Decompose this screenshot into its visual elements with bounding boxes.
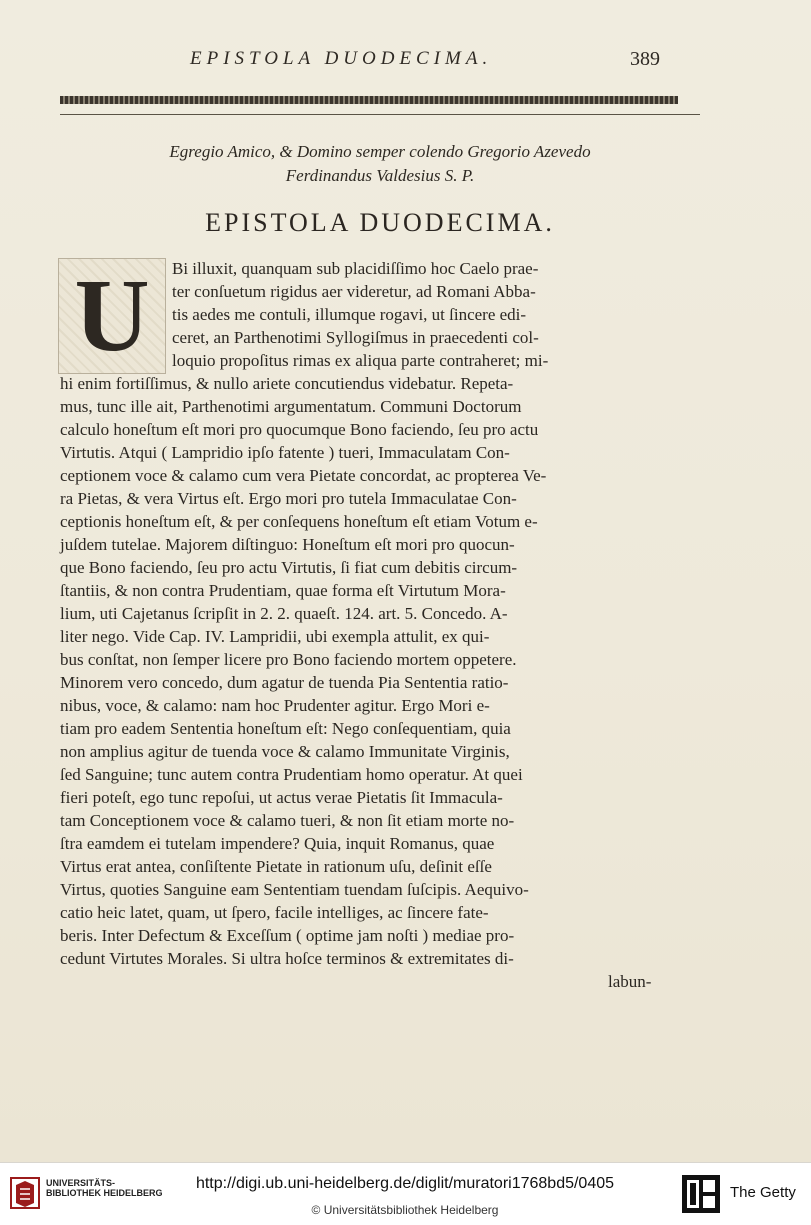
body-line: nibus, voce, & calamo: nam hoc Prudenter agitur. Ergo Mori e- [60,696,490,715]
getty-label[interactable]: The Getty [730,1184,796,1201]
body-line: Virtus erat antea, conſiſtente Pietate in rationum uſu, deſinit eſſe [60,857,492,876]
body-line: catio heic latet, quam, ut ſpero, facile intelliges, ac ſincere fate- [60,903,489,922]
salutation-line-1: Egregio Amico, & Domino semper colendo Gregorio Azevedo [169,142,591,161]
drop-cap-letter: U [74,258,150,373]
body-line: tis aedes me contuli, illumque rogavi, ut ſincere edi- [172,305,527,324]
body-line: Virtus, quoties Sanguine eam Sententiam tuendam ſuſcipis. Aequivo- [60,880,529,899]
permalink-url[interactable]: http://digi.ub.uni-heidelberg.de/diglit/muratori1768bd5/0405 [195,1175,615,1192]
body-line: liter nego. Vide Cap. IV. Lampridii, ubi exempla attulit, ex qui- [60,627,490,646]
body-line: tam Conceptionem voce & calamo tueri, & non ſit etiam morte no- [60,811,515,830]
body-line: ſtantiis, & non contra Prudentiam, quae forma eſt Virtutum Mora- [60,581,506,600]
body-line: ceptionem voce & calamo cum vera Pietate concordat, ac propterea Ve- [60,466,547,485]
body-line: ter conſuetum rigidus aer videretur, ad Romani Abba- [172,282,536,301]
body-line: lium, uti Cajetanus ſcripſit in 2. 2. quaeſt. 124. art. 5. Concedo. A- [60,604,508,623]
body-line: hi enim fortiſſimus, & nullo ariete concutiendus videbatur. Repeta- [60,374,514,393]
epistle-title: EPISTOLA DUODECIMA. [205,208,555,237]
copyright-notice: © Universitätsbibliothek Heidelberg [311,1203,499,1217]
running-head: EPISTOLA DUODECIMA. [190,48,493,69]
viewer-footer [0,1162,811,1225]
body-line: fieri poteſt, ego tunc repoſui, ut actus verae Pietatis ſit Immacula- [60,788,503,807]
body-line: beris. Inter Defectum & Exceſſum ( optime jam noſti ) mediae pro- [60,926,515,945]
body-line: mus, tunc ille ait, Parthenotimi argumentatum. Communi Doctorum [60,397,522,416]
university-library-logo-icon [10,1177,40,1209]
getty-logo-icon[interactable] [682,1175,720,1213]
body-line: tiam pro eadem Sententia honeſtum eſt: Nego conſequentiam, quia [60,719,511,738]
body-line: juſdem tutelae. Majorem diſtinguo: Honeſtum eſt mori pro quocun- [60,535,515,554]
body-line: ſed Sanguine; tunc autem contra Prudentiam homo operatur. At quei [60,765,523,784]
body-line: calculo honeſtum eſt mori pro quocumque Bono faciendo, ſeu pro actu [60,420,539,439]
body-line: Virtutis. Atqui ( Lampridio ipſo fatente ) tueri, Immaculatam Con- [60,443,510,462]
body-line: cedunt Virtutes Morales. Si ultra hoſce terminos & extremitates di- [60,949,514,968]
body-line: Minorem vero concedo, dum agatur de tuenda Pia Sententia ratio- [60,673,509,692]
body-line: ceptionis honeſtum eſt, & per conſequens honeſtum eſt etiam Votum e- [60,512,538,531]
body-line: ceret, an Parthenotimi Syllogiſmus in praecedenti col- [172,328,539,347]
catchword: labun- [608,972,652,991]
page-number: 389 [630,48,660,70]
body-line: loquio propoſitus rimas ex aliqua parte contraheret; mi- [172,351,549,370]
body-line: ra Pietas, & vera Virtus eſt. Ergo mori pro tutela Immaculatae Con- [60,489,517,508]
body-line: que Bono faciendo, ſeu pro actu Virtutis, ſi fiat cum debitis circum- [60,558,518,577]
body-line: Bi illuxit, quanquam sub placidiſſimo hoc Caelo prae- [172,259,539,278]
body-line: bus conſtat, non ſemper licere pro Bono faciendo mortem oppetere. [60,650,517,669]
body-line: non amplius agitur de tuenda voce & calamo Immunitate Virginis, [60,742,510,761]
salutation-line-2: Ferdinandus Valdesius S. P. [285,166,475,185]
body-line: ſtra eamdem ei tutelam impendere? Quia, inquit Romanus, quae [60,834,495,853]
library-name: UNIVERSITÄTS- BIBLIOTHEK HEIDELBERG [46,1178,163,1198]
